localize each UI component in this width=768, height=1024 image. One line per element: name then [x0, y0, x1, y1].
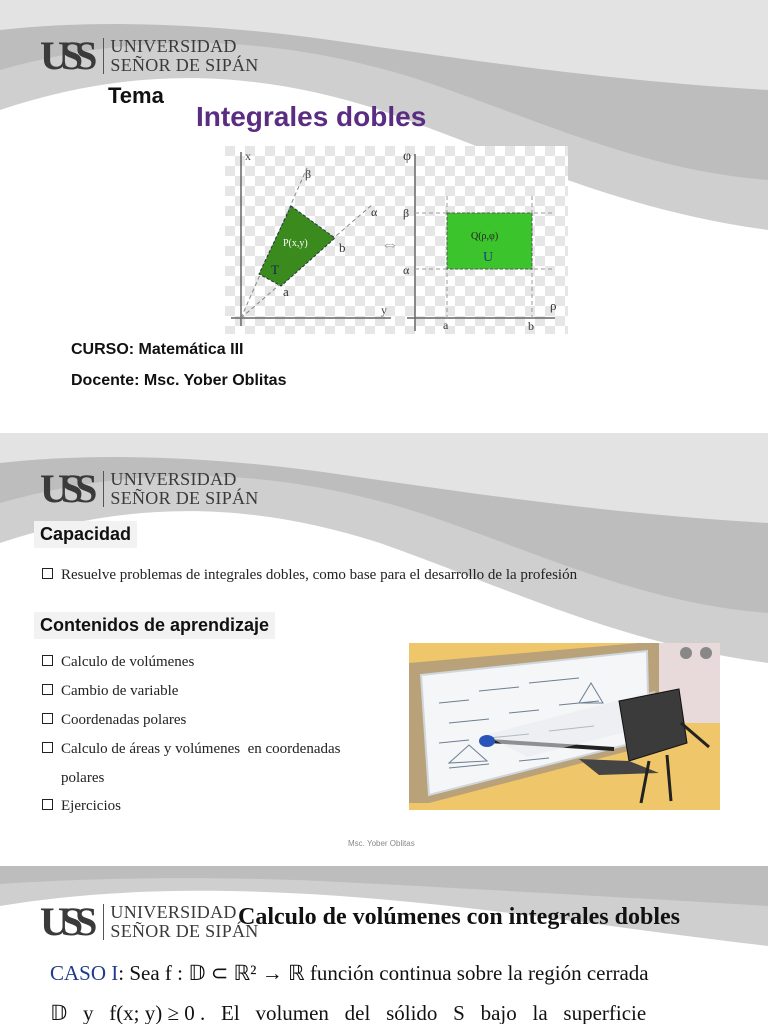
carousel-prev-icon [680, 647, 692, 659]
checkbox-bullet-icon [42, 684, 53, 695]
university-name [110, 470, 258, 508]
university-name [110, 903, 258, 941]
university-line1: UNIVERSIDAD [110, 902, 237, 923]
university-line2: SEÑOR DE SIPÁN [110, 488, 259, 508]
tema-label: Tema [108, 83, 164, 108]
region-point-label: P(x,y) [283, 238, 308, 249]
right-axis-rho-label: ρ [550, 298, 557, 313]
logo-divider [103, 38, 104, 74]
contenido-item-4 [42, 741, 340, 758]
point-b-label: b [339, 240, 346, 255]
docente-label: Docente: Msc. Yober Oblitas [71, 372, 287, 389]
point-a-label: a [283, 284, 289, 299]
contenido-item-text: Calculo de áreas y volúmenes en coordenadas [61, 741, 341, 757]
university-line1: UNIVERSIDAD [110, 469, 237, 490]
carousel-next-icon [700, 647, 712, 659]
footer-author: Msc. Yober Oblitas [348, 839, 415, 848]
logo-divider [103, 904, 104, 940]
left-axis-x-label: x [245, 149, 251, 163]
university-line2: SEÑOR DE SIPÁN [110, 55, 259, 75]
uss-monogram: USS [40, 899, 90, 944]
contenido-item-text: Coordenadas polares [61, 712, 187, 728]
slide-title: Calculo de volúmenes con integrales dobles [238, 904, 680, 930]
university-line1: UNIVERSIDAD [110, 36, 237, 57]
alpha-label: α [371, 205, 378, 219]
contenido-item-4-continued: polares [61, 770, 105, 786]
right-alpha-label: α [403, 263, 410, 277]
right-a-label: a [443, 318, 449, 332]
caso-line-1 [50, 961, 649, 986]
caso-text: : Sea f : 𝔻 ⊂ ℝ² → ℝ función continua sobre la región cerrada [118, 961, 649, 985]
slide-3 [0, 866, 768, 1024]
left-axis-y-label: y [381, 303, 387, 317]
curso-label: CURSO: Matemática III [71, 341, 244, 358]
rect-q-label: Q(ρ,φ) [471, 231, 499, 242]
right-b-label: b [528, 319, 534, 333]
university-logo [40, 466, 259, 511]
contenido-item-2 [42, 683, 178, 700]
contenido-item-3 [42, 712, 186, 729]
slide-1 [0, 0, 768, 432]
checkbox-bullet-icon [42, 568, 53, 579]
uss-monogram: USS [40, 33, 90, 78]
university-line2: SEÑOR DE SIPÁN [110, 921, 259, 941]
capacidad-item-text: Resuelve problemas de integrales dobles, como base para el desarrollo de la profesión [61, 567, 578, 583]
slide-title: Integrales dobles [196, 101, 427, 132]
contenido-item-5 [42, 798, 121, 815]
polar-transform-diagram [225, 146, 568, 334]
university-logo [40, 33, 259, 78]
logo-divider [103, 471, 104, 507]
checkbox-bullet-icon [42, 742, 53, 753]
capacidad-item [42, 567, 577, 584]
rect-u-label: U [483, 250, 494, 265]
caso-label: CASO I [50, 961, 119, 985]
contenido-item-text: Calculo de volúmenes [61, 654, 195, 670]
uss-monogram: USS [40, 466, 90, 511]
beta-label: β [305, 167, 312, 181]
contenido-item-text: Ejercicios [61, 798, 121, 814]
checkbox-bullet-icon [42, 713, 53, 724]
slide-2 [0, 433, 768, 865]
university-logo [40, 899, 259, 944]
university-name [110, 37, 258, 75]
whiteboard-illustration [409, 643, 720, 810]
right-axis-phi-label: φ [403, 149, 412, 164]
caso-line-2: 𝔻 y f(x; y) ≥ 0 . El volumen del sólido S bajo la superficie [50, 1001, 647, 1024]
equivalence-arrow: ⇔ [381, 234, 399, 254]
contenido-item-1 [42, 654, 194, 671]
contenido-item-text: Cambio de variable [61, 683, 179, 699]
checkbox-bullet-icon [42, 799, 53, 810]
right-beta-label: β [403, 206, 410, 220]
contenidos-heading: Contenidos de aprendizaje [34, 612, 275, 639]
capacidad-heading: Capacidad [34, 521, 137, 548]
checkbox-bullet-icon [42, 655, 53, 666]
region-t-label: T [271, 262, 279, 277]
